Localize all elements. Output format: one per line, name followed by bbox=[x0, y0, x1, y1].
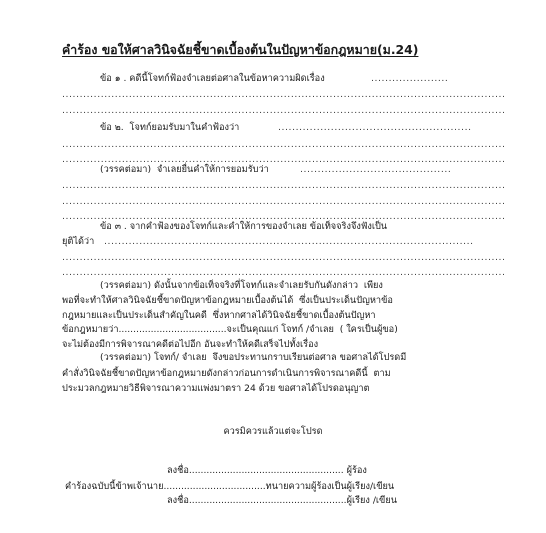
writer-signature-line: ลงชื่อ......................................................ผู้เรียง /เขียน bbox=[167, 495, 398, 506]
fill-line: .............................................................................................................................. bbox=[62, 139, 506, 150]
item-2-text: ข้อ ๒. โจทก์ยอมรับมาในคำฟ้องว่า bbox=[100, 122, 240, 133]
item-3-continuation: ยุติได้ว่า bbox=[62, 236, 95, 247]
lawyer-statement-line: คำร้องฉบับนี้ข้าพเจ้านาย...................................ทนายความผู้ร้องเป็นผู้เรียง/เขียน bbox=[65, 481, 395, 492]
item-2-fill-line: ....................................................... bbox=[278, 122, 472, 133]
item-3-text: ข้อ ๓ . จากคำฟ้องของโจทก์และคำให้การของจำเลย ข้อเท็จจริงจึงฟังเป็น bbox=[100, 221, 388, 232]
defendant-admission-fill-line: ........................................... bbox=[300, 164, 452, 175]
document-title: คำร้อง ขอให้ศาลวินิจฉัยชี้ขาดเบื้องต้นในปัญหาข้อกฎหมาย(ม.24) bbox=[62, 42, 419, 57]
paragraph-2-line: (วรรคต่อมา) โจทก์/ จำเลย จึงขอประทานกราบเรียนต่อศาล ขอศาลได้โปรดมี bbox=[100, 352, 407, 363]
fill-line: .............................................................................................................................. bbox=[62, 196, 506, 207]
paragraph-1-line: พอที่จะทำให้ศาลวินิจฉัยชี้ขาดปัญหาข้อกฎหมายเบื้องต้นได้ ซึ่งเป็นประเด็นปัญหาข้อ bbox=[62, 295, 393, 306]
paragraph-1-line: (วรรคต่อมา) ดังนั้นจากข้อเท็จจริงที่โจทก์และจำเลยรับกันดังกล่าว เพียง bbox=[100, 280, 383, 291]
fill-line: .............................................................................................................................. bbox=[62, 252, 506, 263]
fill-line: .............................................................................................................................. bbox=[62, 180, 506, 191]
item-1-fill-line: ...................... bbox=[371, 73, 449, 84]
fill-line: .............................................................................................................................. bbox=[62, 89, 506, 100]
paragraph-1-line: จะไม่ต้องมีการพิจารณาคดีต่อไปอีก อันจะทำให้คดีเสร็จไปทั้งเรื่อง bbox=[62, 339, 319, 350]
closing-phrase: ควรมิควรแล้วแต่จะโปรด bbox=[223, 426, 323, 437]
fill-line: .............................................................................................................................. bbox=[62, 267, 506, 278]
item-1-text: ข้อ ๑ . คดีนี้โจทก์ฟ้องจำเลยต่อศาลในข้อหาความผิดเรื่อง bbox=[100, 73, 325, 84]
paragraph-1-line: กฎหมายและเป็นประเด็นสำคัญในคดี ซึ่งหากศาลได้วินิจฉัยชี้ขาดเบื้องต้นปัญหา bbox=[62, 310, 376, 321]
fill-line: .............................................................................................................................. bbox=[62, 211, 506, 222]
fill-line: .............................................................................................................................. bbox=[62, 105, 506, 116]
paragraph-2-line: ประมวลกฎหมายวิธีพิจารณาความแพ่งมาตรา 24 ด้วย ขอศาลได้โปรดอนุญาต bbox=[62, 383, 370, 394]
fill-line: .............................................................................................................................. bbox=[62, 154, 506, 165]
petitioner-signature-line: ลงชื่อ..................................................... ผู้ร้อง bbox=[167, 465, 367, 476]
item-3-fill-line: ......................................................................................................... bbox=[104, 236, 474, 247]
defendant-admission-text: (วรรคต่อมา) จำเลยยื่นคำให้การยอมรับว่า bbox=[100, 164, 269, 175]
paragraph-2-line: คำสั่งวินิจฉัยชี้ขาดปัญหาข้อกฎหมายดังกล่าวก่อนการดำเนินการพิจารณาคดีนี้ ตาม bbox=[62, 368, 391, 379]
paragraph-1-line: ข้อกฎหมายว่า.....................................จะเป็นคุณแก่ โจทก์ /จำเลย ( ใครเป็นผู้ขอ) bbox=[62, 324, 398, 335]
